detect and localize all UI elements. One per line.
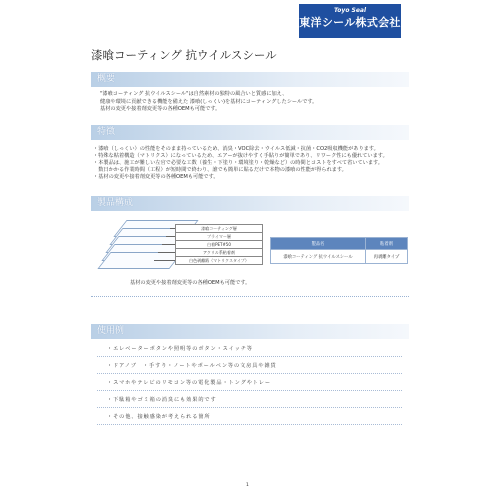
construction-note: 基材の変更や接着剤変更等の各種OEMも可能です。 <box>130 280 251 286</box>
usage-divider <box>97 373 402 374</box>
feature-item: ・特殊な粘着構造（マトリクス）になっているため、エアーが抜けやすく手貼りが簡単であり、リワーク性にも優れています。 <box>93 152 388 159</box>
feature-item: ・基材の変更や接着剤変更等の各種OEMも可能です。 <box>93 173 219 180</box>
feature-item: ・本製品は、施工が難しい左官で必要な工数（養生・下塗り・環境塗り・乾燥など）の時間とコストをすべて省いています。 <box>93 159 383 166</box>
layer-label: 白着PET#50 <box>175 240 263 249</box>
overview-line: "漆喰コーティング 抗ウイルスシール"は自然素材の独特の風合いと質感に加え、 <box>100 91 288 97</box>
table-row <box>271 250 408 264</box>
leader-line <box>158 252 176 253</box>
page-number: 1 <box>246 483 249 488</box>
usage-item: ・ドアノブ ・手すり・ノートやボールペン等の文房具や雑貨 <box>107 363 277 369</box>
divider <box>91 296 409 297</box>
usage-divider <box>97 424 402 425</box>
product-table <box>270 237 408 264</box>
layer-label: 白色剥離紙（マトリクスタイプ） <box>175 256 263 265</box>
layer-label: アクリル系粘着剤 <box>175 248 263 257</box>
overview-text <box>100 91 410 114</box>
section-heading-overview: 概要 <box>91 72 409 87</box>
usage-item: ・その他、接触感染が考えられる箇所 <box>107 414 211 420</box>
feature-item: 数日かかる作業時間（工程）が短時間で終わり、誰でも簡単に貼るだけで本物の漆喰の性能が得られます。 <box>93 166 347 173</box>
overview-line: 基材の変更や接着剤変更等の各種OEMも可能です。 <box>100 106 221 112</box>
usage-divider <box>97 407 402 408</box>
usage-divider <box>97 356 402 357</box>
logo-english: Toyo Seal <box>333 7 367 14</box>
table-header: 製品名 <box>271 238 366 250</box>
leader-line <box>162 244 176 245</box>
section-heading-features: 特徴 <box>91 125 409 140</box>
layer-label: プライマー層 <box>175 232 263 241</box>
usage-divider <box>97 390 402 391</box>
section-heading-usage: 使用例 <box>91 324 409 339</box>
logo-japanese: 東洋シール株式会社 <box>299 16 401 29</box>
table-cell: 再剥離タイプ <box>366 250 408 264</box>
table-cell: 漆喰コーティング 抗ウイルスシール <box>271 250 366 264</box>
usage-item: ・下駄箱やゴミ箱の消臭にも効果的です <box>107 397 217 403</box>
feature-item: ・漆喰（しっくい）の性能をそのまま持っているため、消臭・VOC除去・ウイルス低減・抗菌・CO2吸収機能があります。 <box>93 146 379 152</box>
page-title: 漆喰コーティング 抗ウイルスシール <box>91 48 277 62</box>
layer-label: 漆喰コーティング層 <box>175 224 263 233</box>
section-heading-construction: 製品構成 <box>91 196 409 211</box>
overview-line: 健康や環境に貢献できる機能を備えた 漆喰(しっくい)を基材にコーティングしたシールです。 <box>100 98 318 105</box>
features-list <box>93 146 408 181</box>
leader-line <box>154 260 176 261</box>
table-header-row <box>271 238 408 250</box>
company-logo <box>299 4 401 38</box>
usage-item: ・エレベーターボタンや照明等のボタン・スイッチ等 <box>107 346 253 352</box>
table-header: 粘着剤 <box>366 238 408 250</box>
usage-item: ・スマホやテレビのリモコン等の電化製品・トングやトレー <box>107 380 271 386</box>
